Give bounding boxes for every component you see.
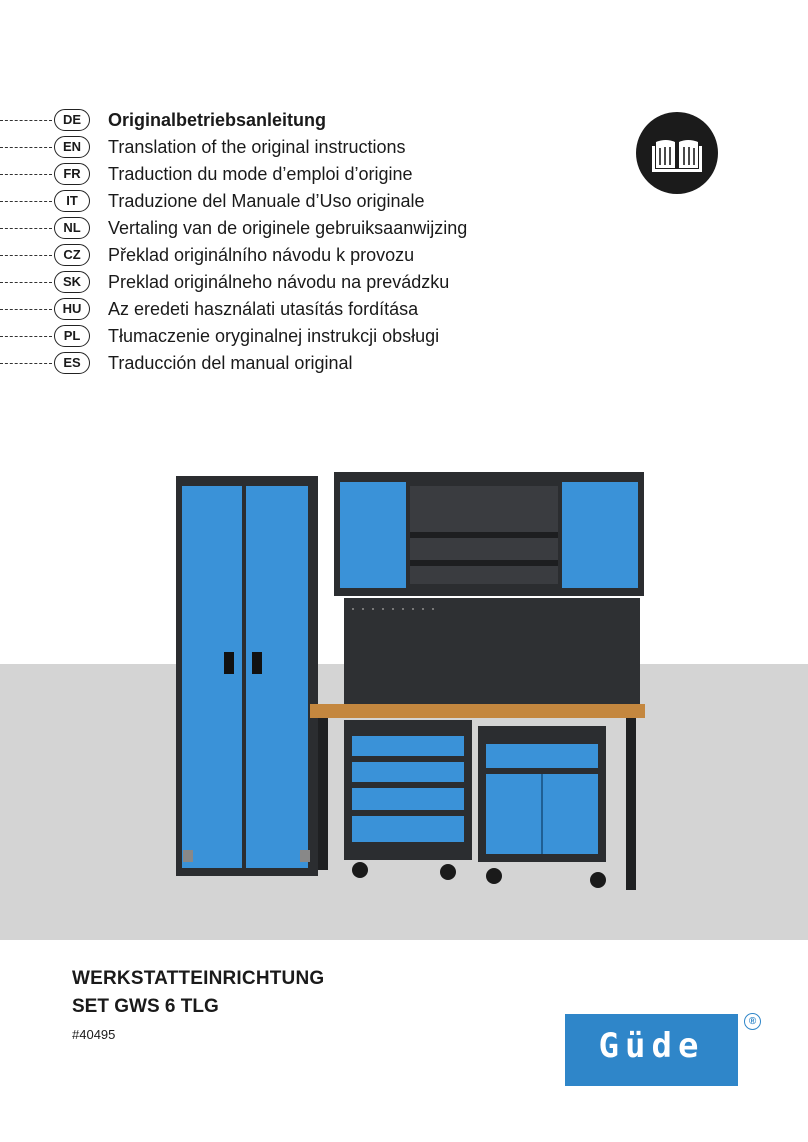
language-row-it <box>0 189 600 215</box>
language-code: HU <box>54 298 90 320</box>
language-row-de <box>0 108 600 134</box>
language-title: Traduction du mode d’emploi d’origine <box>108 164 413 184</box>
registered-mark: ® <box>744 1013 761 1030</box>
logo-text: Güde <box>598 1026 705 1066</box>
language-row-en <box>0 135 600 161</box>
language-code: EN <box>54 136 90 158</box>
language-title: Vertaling van de originele gebruiksaanwijzing <box>108 218 468 238</box>
language-code: FR <box>54 163 90 185</box>
open-book-icon <box>636 112 718 194</box>
language-row-hu <box>0 297 600 323</box>
leader-line <box>0 201 52 202</box>
language-title: Traduzione del Manuale d’Uso originale <box>108 191 425 211</box>
language-code: PL <box>54 325 90 347</box>
language-code: NL <box>54 217 90 239</box>
leader-line <box>0 147 52 148</box>
language-row-sk <box>0 270 600 296</box>
language-code: IT <box>54 190 90 212</box>
language-title: Tłumaczenie oryginalnej instrukcji obsługi <box>108 326 440 346</box>
language-title: Preklad originálneho návodu na prevádzku <box>108 272 450 292</box>
language-title: Az eredeti használati utasítás fordítása <box>108 299 419 319</box>
leader-line <box>0 363 52 364</box>
product-title-line2: SET GWS 6 TLG <box>72 996 219 1017</box>
language-title: Translation of the original instructions <box>108 137 406 157</box>
language-code: ES <box>54 352 90 374</box>
language-row-nl <box>0 216 600 242</box>
gude-logo <box>565 1014 738 1086</box>
leader-line <box>0 282 52 283</box>
product-title-line1: WERKSTATTEINRICHTUNG <box>72 968 325 989</box>
leader-line <box>0 255 52 256</box>
leader-line <box>0 120 52 121</box>
language-code: CZ <box>54 244 90 266</box>
article-number: #40495 <box>72 1027 116 1042</box>
leader-line <box>0 228 52 229</box>
language-code: DE <box>54 109 90 131</box>
language-row-pl <box>0 324 600 350</box>
language-title: Překlad originálního návodu k provozu <box>108 245 415 265</box>
language-title: Originalbetriebsanleitung <box>108 110 327 130</box>
language-title: Traducción del manual original <box>108 353 353 373</box>
leader-line <box>0 174 52 175</box>
workshop-cabinet-set-image <box>0 440 808 900</box>
language-row-fr <box>0 162 600 188</box>
leader-line <box>0 309 52 310</box>
language-code: SK <box>54 271 90 293</box>
language-row-es <box>0 351 600 377</box>
leader-line <box>0 336 52 337</box>
language-row-cz <box>0 243 600 269</box>
